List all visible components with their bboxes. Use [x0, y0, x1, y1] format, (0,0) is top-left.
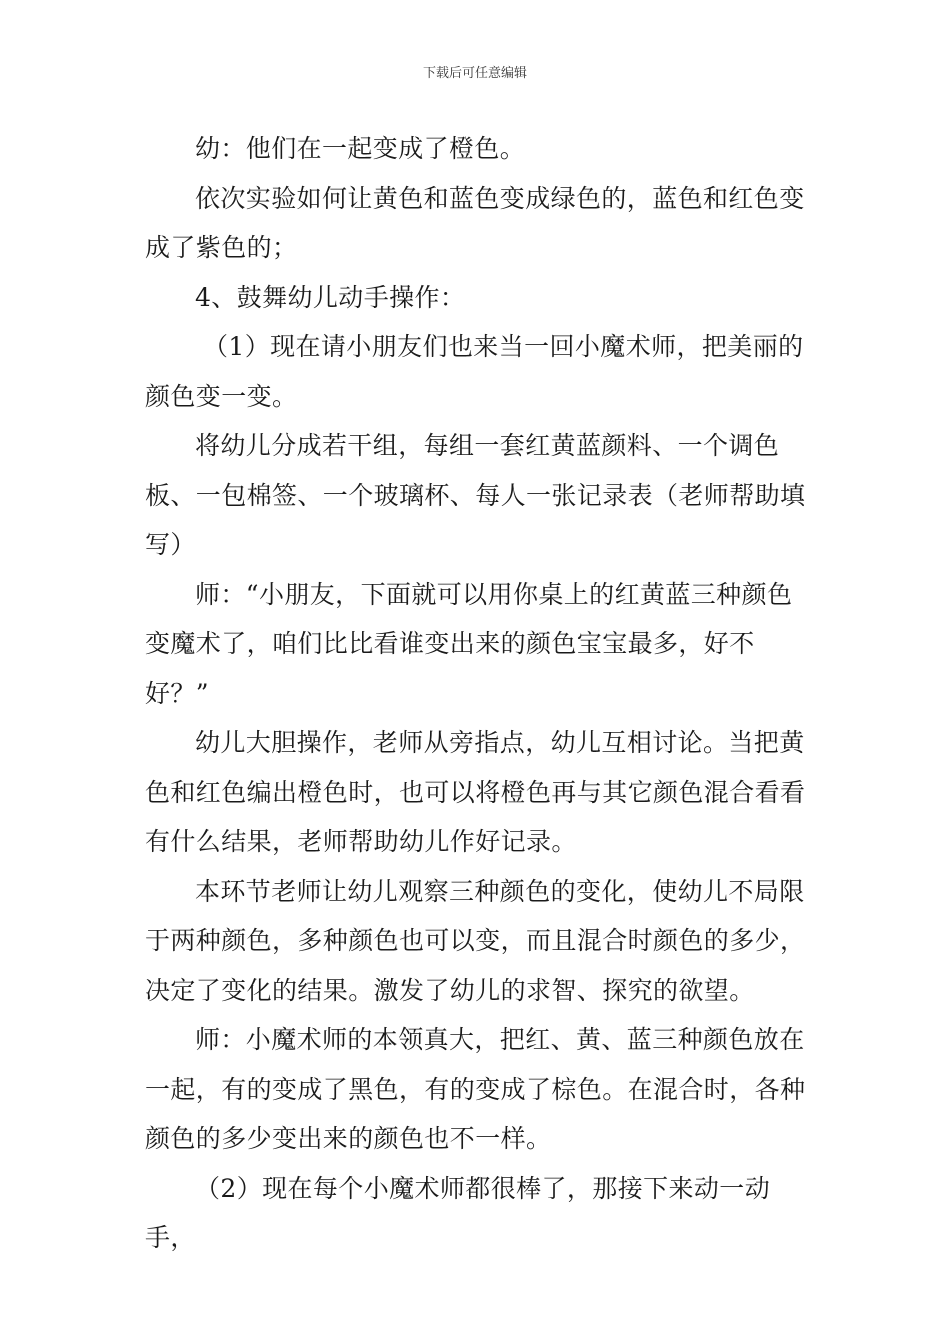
paragraph: 将幼儿分成若干组，每组一套红黄蓝颜料、一个调色板、一包棉签、一个玻璃杯、每人一张记录表（老师帮助填写）	[145, 431, 806, 559]
page-header: 下载后可任意编辑	[422, 66, 527, 81]
document-body	[145, 124, 810, 1263]
paragraph: 幼儿大胆操作，老师从旁指点，幼儿互相讨论。当把黄色和红色编出橙色时，也可以将橙色再与其它颜色混合看看有什么结果，老师帮助幼儿作好记录。	[145, 728, 806, 856]
paragraph: 师：“小朋友，下面就可以用你桌上的红黄蓝三种颜色变魔术了，咱们比比看谁变出来的颜色宝宝最多，好不好？”	[145, 579, 793, 708]
paragraph: 师：小魔术师的本领真大，把红、黄、蓝三种颜色放在一起，有的变成了黑色，有的变成了棕色。在混合时，各种颜色的多少变出来的颜色也不一样。	[145, 1025, 806, 1153]
paragraph: 依次实验如何让黄色和蓝色变成绿色的，蓝色和红色变成了紫色的；	[145, 183, 805, 262]
paragraph: （1）现在请小朋友们也来当一回小魔术师，把美丽的颜色变一变。	[145, 332, 804, 411]
paragraph: 幼：他们在一起变成了橙色。	[195, 134, 526, 163]
paragraph: 本环节老师让幼儿观察三种颜色的变化，使幼儿不局限于两种颜色，多种颜色也可以变，而且混合时颜色的多少，决定了变化的结果。激发了幼儿的求智、探究的欲望。	[145, 876, 806, 1005]
paragraph: （2）现在每个小魔术师都很棒了，那接下来动一动手，	[145, 1173, 771, 1252]
section-heading: 4、鼓舞幼儿动手操作：	[195, 282, 466, 312]
